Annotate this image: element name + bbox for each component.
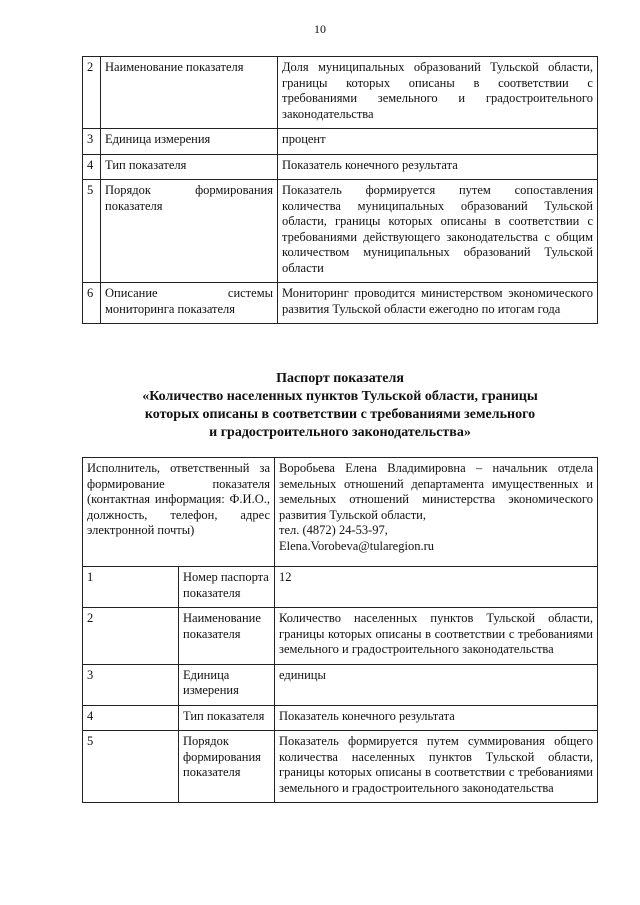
row-value: Доля муниципальных образований Тульской области, границы которых описаны в соответствии с требованиями земельного и градостроительного законодательства <box>278 57 598 129</box>
table-row <box>83 458 598 567</box>
table-row <box>83 731 598 803</box>
table-row <box>83 154 598 180</box>
row-label: Номер паспорта показателя <box>179 567 275 608</box>
table-row <box>83 608 598 665</box>
table-row <box>83 57 598 129</box>
passport-title-line: «Количество населенных пунктов Тульской области, границы <box>142 389 538 404</box>
passport-title-line: и градостроительного законодательства» <box>209 425 471 440</box>
table-row <box>83 705 598 731</box>
table-row <box>83 567 598 608</box>
row-label: Наименование показателя <box>179 608 275 665</box>
row-number: 5 <box>83 180 101 283</box>
indicator-table-12 <box>82 457 598 803</box>
row-label: Порядок формирования показателя <box>101 180 278 283</box>
executor-phone: тел. (4872) 24-53-97, <box>279 523 388 537</box>
table-row <box>83 129 598 155</box>
passport-title-line: Паспорт показателя <box>276 371 404 386</box>
page-number: 10 <box>314 22 326 36</box>
row-value: единицы <box>275 664 598 705</box>
row-number: 5 <box>83 731 179 803</box>
row-number: 3 <box>83 664 179 705</box>
row-label: Единица измерения <box>179 664 275 705</box>
row-value: Показатель конечного результата <box>278 154 598 180</box>
row-number: 2 <box>83 57 101 129</box>
row-value: Показатель формируется путем сопоставления количества муниципальных образований Тульской области, границы которых описаны в соответствии с требованиями действующего законодательства с общим количеством муниципальных образований Тульской области <box>278 180 598 283</box>
row-value: Показатель формируется путем суммирования общего количества населенных пунктов Тульской области, границы которых описаны в соответствии с требованиями земельного и градостроительного законодательства <box>275 731 598 803</box>
row-label: Порядок формирования показателя <box>179 731 275 803</box>
table-row <box>83 664 598 705</box>
row-value: процент <box>278 129 598 155</box>
row-number: 3 <box>83 129 101 155</box>
row-value: Количество населенных пунктов Тульской области, границы которых описаны в соответствии с требованиями земельного и градостроительного законодательства <box>275 608 598 665</box>
passport-title <box>82 370 598 442</box>
row-number: 2 <box>83 608 179 665</box>
row-value: Показатель конечного результата <box>275 705 598 731</box>
row-number: 1 <box>83 567 179 608</box>
row-label: Единица измерения <box>101 129 278 155</box>
indicator-table-11-continued <box>82 56 598 324</box>
passport-title-line: которых описаны в соответствии с требованиями земельного <box>144 407 536 422</box>
row-number: 4 <box>83 154 101 180</box>
executor-value-cell <box>275 458 598 567</box>
row-value: Мониторинг проводится министерством экономического развития Тульской области ежегодно по итогам года <box>278 283 598 324</box>
row-label: Описание системы мониторинга показателя <box>101 283 278 324</box>
row-number: 6 <box>83 283 101 324</box>
row-label: Тип показателя <box>179 705 275 731</box>
table-row <box>83 283 598 324</box>
executor-value: Воробьева Елена Владимировна – начальник отдела земельных отношений департамента имущественных и земельных отношений министерства экономического развития Тульской области, <box>279 461 593 522</box>
row-label: Наименование показателя <box>101 57 278 129</box>
table-row <box>83 180 598 283</box>
executor-email: Elena.Vorobeva@tularegion.ru <box>279 538 434 553</box>
executor-label: Исполнитель, ответственный за формирование показателя (контактная информация: Ф.И.О., должность, телефон, адрес электронной почты) <box>83 458 275 567</box>
row-label: Тип показателя <box>101 154 278 180</box>
row-number: 4 <box>83 705 179 731</box>
row-value: 12 <box>275 567 598 608</box>
